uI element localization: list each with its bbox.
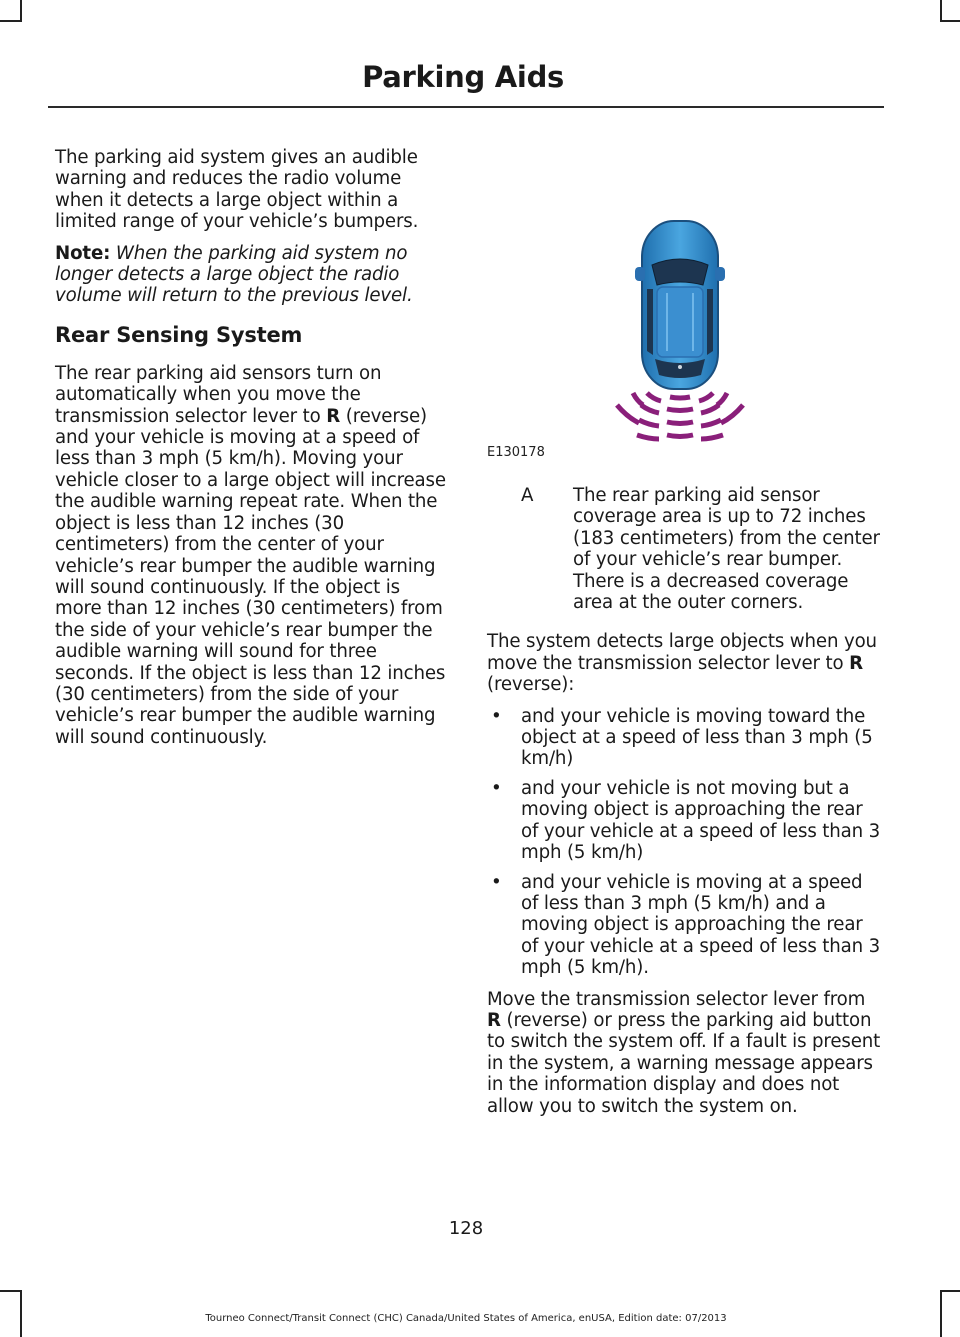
detect-text-pre: The system detects large objects when you move the transmission selector lever to bbox=[487, 631, 877, 674]
detect-paragraph bbox=[487, 631, 881, 695]
car-mirror bbox=[715, 267, 725, 281]
detect-text-post: (reverse): bbox=[487, 674, 575, 696]
rear-sensor-figure bbox=[487, 205, 887, 465]
crop-mark bbox=[940, 0, 942, 22]
crop-mark bbox=[20, 0, 22, 22]
figure-code: E130178 bbox=[487, 445, 545, 460]
list-item bbox=[487, 706, 881, 770]
crop-mark bbox=[940, 1290, 942, 1337]
gear-r: R bbox=[487, 1009, 501, 1031]
note-label: Note: bbox=[55, 242, 111, 264]
rear-sensing-paragraph bbox=[55, 363, 448, 748]
car-windshield bbox=[652, 259, 708, 285]
gear-r: R bbox=[326, 405, 341, 427]
header-rule bbox=[48, 106, 884, 108]
bullet-mark: • bbox=[491, 871, 502, 893]
callout-a bbox=[487, 485, 881, 613]
car-top-view-illustration bbox=[487, 205, 887, 445]
page-number: 128 bbox=[448, 1218, 484, 1239]
gear-r: R bbox=[849, 652, 863, 674]
section-heading: Rear Sensing System bbox=[55, 322, 303, 347]
edition-footer: Tourneo Connect/Transit Connect (CHC) Canada/United States of America, enUSA, Edition date: 07/2013 bbox=[205, 1313, 727, 1324]
crop-mark bbox=[0, 1290, 22, 1292]
bullet-mark: • bbox=[491, 777, 502, 799]
car-roof bbox=[657, 287, 703, 357]
page-title: Parking Aids bbox=[362, 60, 564, 94]
crop-mark bbox=[0, 20, 22, 22]
condition-list bbox=[487, 706, 881, 979]
right-column bbox=[487, 485, 881, 1127]
rear-text-post: (reverse) and your vehicle is moving at a speed of less than 3 mph (5 km/h). Moving your vehicle closer to a large object will increase the audible warning repeat rate. When the object is less than 12 inches (30 centimeters) from the center of your vehicle’s rear bumper the audible warning will sound continuously. If the object is more than 12 inches (30 centimeters) from the side of your vehicle’s rear bumper the audible warning will sound for three seconds. If the object is less than 12 inches (30 centimeters) from the side of your vehicle’s rear bumper the audible warning will sound continuously. bbox=[55, 405, 446, 748]
left-column bbox=[55, 147, 448, 758]
intro-paragraph: The parking aid system gives an audible warning and reduces the radio volume when it detects a large object within a limited range of your vehicle’s bumpers. bbox=[55, 147, 419, 233]
list-item-text: and your vehicle is moving at a speed of less than 3 mph (5 km/h) and a moving object is approaching the rear of your vehicle at a speed of less than 3 mph (5 km/h). bbox=[521, 871, 881, 979]
list-item-text: and your vehicle is moving toward the object at a speed of less than 3 mph (5 km/h) bbox=[521, 705, 873, 770]
list-item-text: and your vehicle is not moving but a moving object is approaching the rear of your vehicle at a speed of less than 3 mph (5 km/h) bbox=[521, 777, 881, 864]
car-mirror bbox=[635, 267, 645, 281]
crop-mark bbox=[940, 1290, 960, 1292]
note-paragraph bbox=[55, 243, 448, 307]
rear-text-pre: The rear parking aid sensors turn on automatically when you move the transmission selector lever to bbox=[55, 362, 382, 427]
switch-off-paragraph bbox=[487, 989, 881, 1117]
move-text-pre: Move the transmission selector lever from bbox=[487, 988, 866, 1010]
list-item bbox=[487, 778, 881, 864]
bullet-mark: • bbox=[491, 705, 502, 727]
crop-mark bbox=[940, 20, 960, 22]
move-text-post: (reverse) or press the parking aid button to switch the system off. If a fault is present in the system, a warning message appears in the information display and does not allow you to switch the system on. bbox=[487, 1009, 881, 1117]
callout-description: The rear parking aid sensor coverage area is up to 72 inches (183 centimeters) from the center of your vehicle’s rear bumper. There is a decreased coverage area at the outer corners. bbox=[573, 485, 880, 614]
sensor-coverage-arcs bbox=[617, 393, 743, 439]
note-text: When the parking aid system no longer detects a large object the radio volume will return to the previous level. bbox=[55, 242, 413, 307]
list-item bbox=[487, 872, 881, 979]
callout-key: A bbox=[521, 485, 534, 506]
